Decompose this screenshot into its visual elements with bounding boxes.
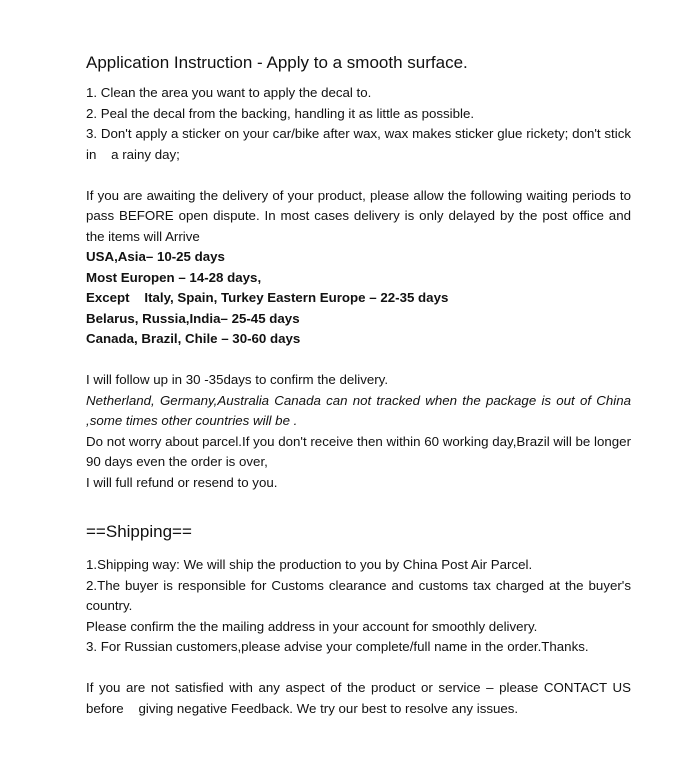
shipping-customs: 2.The buyer is responsible for Customs clearance and customs tax charged at the buyer's country. [86, 577, 631, 613]
delivery-period-europe: Most Europen – 14-28 days, [86, 269, 262, 285]
shipping-confirm-address: Please confirm the the mailing address in your account for smoothly delivery. [86, 618, 538, 634]
delivery-period-usa-asia: USA,Asia– 10-25 days [86, 249, 225, 264]
refund-note: I will full refund or resend to you. [86, 474, 278, 490]
shipping-russian-customers: 3. For Russian customers,please advise your complete/full name in the order.Thanks. [86, 639, 589, 654]
spacer [86, 165, 631, 186]
delivery-intro: If you are awaiting the delivery of your product, please allow the following waiting periods to pass BEFORE open dispute. In most cases delivery is only delayed by the post office and the items will Arrive [86, 187, 631, 244]
application-step-2: 2. Peal the decal from the backing, handling it as little as possible. [86, 105, 475, 121]
spacer [86, 350, 631, 371]
spacer [86, 658, 631, 679]
application-step-1: 1. Clean the area you want to apply the decal to. [86, 85, 372, 100]
delivery-period-except: Except Italy, Spain, Turkey Eastern Europe – 22-35 days [86, 290, 449, 305]
follow-up-note: I will follow up in 30 -35days to confirm the delivery. [86, 372, 389, 387]
application-step-3: 3. Don't apply a sticker on your car/bike after wax, wax makes sticker glue rickety; don't stick in a rainy day; [86, 126, 635, 162]
application-title: Application Instruction - Apply to a smooth surface. [86, 53, 468, 72]
worry-note: Do not worry about parcel.If you don't receive then within 60 working day,Brazil will be longer 90 days even the order is over, [86, 433, 631, 469]
not-tracked-note: Netherland, Germany,Australia Canada can not tracked when the package is out of China ,some times other countries will be . [86, 392, 631, 428]
shipping-way: 1.Shipping way: We will ship the production to you by China Post Air Parcel. [86, 557, 533, 572]
feedback-note: If you are not satisfied with any aspect of the product or service – please CONTACT US before giving negative Feedback. We try our best to resolve any issues. [86, 680, 635, 716]
document-page [86, 52, 635, 719]
delivery-period-belarus: Belarus, Russia,India– 25-45 days [86, 310, 300, 326]
delivery-period-canada: Canada, Brazil, Chile – 30-60 days [86, 331, 301, 346]
shipping-title: ==Shipping== [86, 522, 192, 541]
